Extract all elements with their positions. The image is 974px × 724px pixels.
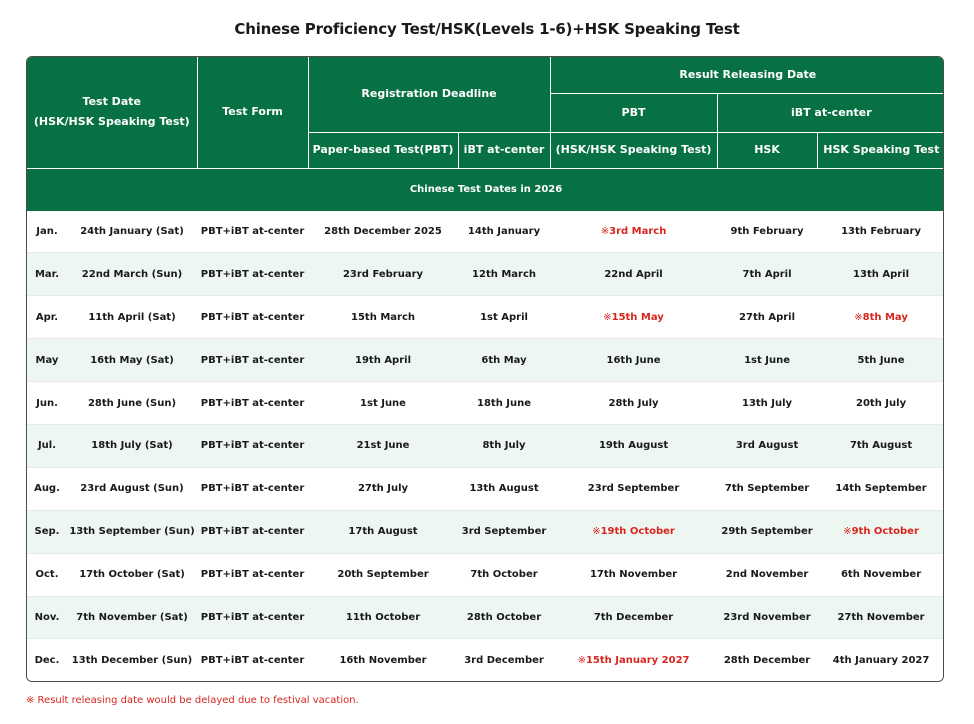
cell-speaking-result-text: 13th February [841,225,921,237]
cell-hsk-result [717,296,817,339]
cell-ibt-deadline [458,467,550,510]
cell-pbt-deadline [308,510,458,553]
header-ibt-at-center: iBT at-center [717,93,944,132]
cell-hsk-result [717,424,817,467]
cell-test-date [67,596,197,639]
cell-month [27,253,67,296]
cell-test-date-text: 17th October (Sat) [79,569,185,581]
cell-pbt-result-text: 16th June [606,354,661,366]
cell-pbt-result-text: 28th July [608,397,659,409]
cell-pbt-result [550,553,717,596]
cell-test-form [197,553,308,596]
cell-hsk-result-text: 28th December [723,654,811,666]
cell-pbt-result [550,253,717,296]
cell-month [27,596,67,639]
cell-ibt-deadline-text: 12th March [472,268,537,280]
cell-pbt-deadline [308,253,458,296]
cell-test-form-text: PBT+iBT at-center [200,440,305,452]
cell-test-date-text: 28th June (Sun) [87,397,177,409]
cell-test-form-text: PBT+iBT at-center [200,611,305,623]
cell-hsk-result [717,253,817,296]
delay-mark: ※ [854,311,863,323]
cell-test-form-text: PBT+iBT at-center [200,311,305,323]
table-row [27,211,944,253]
cell-test-form-text: PBT+iBT at-center [200,268,305,280]
cell-test-form-text: PBT+iBT at-center [200,225,305,237]
cell-speaking-result-text: 9th October [851,526,919,538]
cell-speaking-result [817,510,944,553]
header-hsk: HSK [717,132,817,168]
cell-test-date [67,639,197,681]
cell-test-form [197,639,308,681]
cell-test-form [197,467,308,510]
cell-test-date-text: 16th May (Sat) [90,354,174,366]
cell-pbt-deadline [308,553,458,596]
cell-pbt-deadline [308,211,458,253]
cell-pbt-deadline-text: 27th July [357,483,409,495]
header-test-date-label: Test Date [82,95,141,109]
header-hsk-speaking: HSK Speaking Test [817,132,944,168]
table-row [27,639,944,681]
cell-test-form [197,339,308,382]
cell-hsk-result-text: 13th July [741,397,793,409]
table-row [27,424,944,467]
cell-ibt-deadline [458,296,550,339]
delay-mark: ※ [603,311,612,323]
header-test-form: Test Form [197,57,308,168]
cell-speaking-result-text: 27th November [837,611,925,623]
cell-month-text: Nov. [34,611,60,623]
header-registration-deadline: Registration Deadline [308,57,550,132]
cell-test-form-text: PBT+iBT at-center [200,569,305,581]
cell-month [27,639,67,681]
cell-month [27,553,67,596]
cell-hsk-result-text: 9th February [730,225,804,237]
cell-pbt-deadline-text: 11th October [345,611,421,623]
cell-month [27,467,67,510]
table-row [27,553,944,596]
delay-mark: ※ [600,225,610,237]
schedule-table [27,57,944,681]
cell-test-form-text: PBT+iBT at-center [200,654,305,666]
cell-test-date-text: 23rd August (Sun) [80,483,184,495]
cell-ibt-deadline [458,382,550,425]
cell-month-text: Apr. [35,311,59,323]
header-test-date [27,57,197,168]
header-result-releasing-date: Result Releasing Date [550,57,944,93]
cell-speaking-result-text: 4th January 2027 [832,654,930,666]
cell-test-date [67,382,197,425]
cell-month [27,510,67,553]
cell-hsk-result [717,596,817,639]
cell-test-date-text: 22nd March (Sun) [81,268,183,280]
cell-pbt-result [550,296,717,339]
cell-ibt-deadline-text: 3rd September [461,526,547,538]
cell-pbt-result-text: 19th October [600,526,675,538]
cell-ibt-deadline [458,510,550,553]
cell-ibt-deadline-text: 3rd December [464,654,544,666]
cell-hsk-result-text: 7th April [742,268,792,280]
cell-pbt-result [550,424,717,467]
cell-hsk-result-text: 29th September [721,526,813,538]
cell-test-date-text: 24th January (Sat) [80,225,184,237]
cell-pbt-deadline-text: 15th March [351,311,415,323]
cell-test-form-text: PBT+iBT at-center [200,397,305,409]
cell-ibt-deadline-text: 28th October [466,611,542,623]
cell-speaking-result-text: 5th June [857,354,905,366]
cell-speaking-result [817,296,944,339]
table-row [27,253,944,296]
cell-pbt-deadline-text: 17th August [348,526,418,538]
cell-pbt-result-text: 15th January 2027 [585,654,690,666]
cell-ibt-deadline-text: 14th January [467,225,541,237]
table-header [27,57,944,211]
cell-ibt-deadline-text: 6th May [481,354,527,366]
cell-test-date [67,211,197,253]
cell-pbt-deadline-text: 16th November [339,654,427,666]
header-test-date-sub: (HSK/HSK Speaking Test) [33,115,190,129]
cell-pbt-result-text: 3rd March [609,225,667,237]
delay-mark: ※ [577,654,586,666]
cell-month-text: Jul. [37,440,57,452]
cell-test-date-text: 11th April (Sat) [88,311,176,323]
table-row [27,339,944,382]
table-row [27,296,944,339]
cell-hsk-result-text: 7th September [724,483,810,495]
cell-pbt-result [550,211,717,253]
cell-speaking-result [817,382,944,425]
cell-test-date-text: 13th September (Sun) [69,526,195,538]
cell-pbt-result [550,339,717,382]
cell-pbt-result [550,382,717,425]
cell-speaking-result [817,553,944,596]
cell-pbt-result-text: 23rd September [587,483,680,495]
cell-pbt-deadline [308,467,458,510]
cell-ibt-deadline [458,253,550,296]
cell-test-date [67,553,197,596]
cell-month [27,382,67,425]
cell-pbt-result [550,467,717,510]
cell-speaking-result [817,596,944,639]
cell-pbt-result-text: 19th August [598,440,669,452]
cell-ibt-deadline [458,639,550,681]
cell-pbt-deadline-text: 1st June [360,397,406,409]
footnote: ※ Result releasing date would be delayed due to festival vacation. [26,695,359,706]
cell-hsk-result-text: 23rd November [723,611,811,623]
cell-month-text: Jun. [36,397,58,409]
cell-pbt-deadline-text: 19th April [355,354,411,366]
cell-month-text: Mar. [34,268,59,280]
cell-test-form [197,424,308,467]
cell-month [27,424,67,467]
table-row [27,467,944,510]
cell-month-text: May [35,354,59,366]
cell-test-form [197,296,308,339]
cell-hsk-result [717,639,817,681]
cell-speaking-result [817,253,944,296]
cell-pbt-result-text: 22nd April [604,268,663,280]
cell-ibt-deadline-text: 1st April [480,311,528,323]
cell-test-form-text: PBT+iBT at-center [200,354,305,366]
cell-ibt-deadline [458,339,550,382]
cell-hsk-result [717,553,817,596]
cell-test-form [197,211,308,253]
cell-hsk-result-text: 3rd August [735,440,799,452]
header-pbt-sub: (HSK/HSK Speaking Test) [550,132,717,168]
table-row [27,510,944,553]
cell-ibt-deadline-text: 7th October [470,569,538,581]
cell-test-date [67,467,197,510]
cell-ibt-deadline-text: 13th August [469,483,539,495]
cell-speaking-result [817,639,944,681]
cell-test-date-text: 18th July (Sat) [91,440,173,452]
cell-pbt-deadline [308,339,458,382]
cell-month-text: Oct. [35,569,59,581]
cell-test-date-text: 13th December (Sun) [71,654,193,666]
cell-pbt-result [550,510,717,553]
delay-mark: ※ [843,526,852,538]
cell-hsk-result-text: 2nd November [725,569,809,581]
cell-speaking-result-text: 13th April [853,268,910,280]
cell-test-form [197,510,308,553]
cell-test-date [67,510,197,553]
header-reg-ibt: iBT at-center [458,132,550,168]
cell-test-form [197,382,308,425]
cell-speaking-result [817,424,944,467]
table-row [27,596,944,639]
cell-pbt-result [550,596,717,639]
cell-month-text: Jan. [36,225,58,237]
cell-ibt-deadline [458,211,550,253]
cell-hsk-result-text: 1st June [744,354,790,366]
cell-ibt-deadline [458,553,550,596]
table-body [27,211,944,682]
cell-month-text: Aug. [34,483,60,495]
cell-hsk-result [717,211,817,253]
cell-speaking-result-text: 20th July [856,397,907,409]
cell-pbt-deadline-text: 21st June [356,440,410,452]
cell-speaking-result [817,339,944,382]
cell-hsk-result [717,510,817,553]
cell-ibt-deadline-text: 8th July [482,440,526,452]
cell-test-form-text: PBT+iBT at-center [200,526,305,538]
cell-test-form [197,596,308,639]
cell-test-date [67,253,197,296]
cell-pbt-deadline-text: 23rd February [342,268,424,280]
cell-month [27,296,67,339]
cell-pbt-result-text: 7th December [593,611,674,623]
cell-month-text: Dec. [34,654,60,666]
cell-pbt-deadline [308,296,458,339]
cell-test-date [67,424,197,467]
cell-pbt-result [550,639,717,681]
cell-test-date [67,339,197,382]
cell-speaking-result-text: 14th September [835,483,927,495]
cell-test-date [67,296,197,339]
cell-speaking-result-text: 8th May [862,311,908,323]
cell-pbt-result-text: 15th May [611,311,664,323]
cell-speaking-result-text: 6th November [840,569,922,581]
cell-pbt-deadline [308,639,458,681]
cell-speaking-result-text: 7th August [849,440,913,452]
schedule-table-frame [26,56,944,682]
cell-hsk-result [717,467,817,510]
cell-month-text: Sep. [34,526,60,538]
cell-pbt-deadline [308,424,458,467]
cell-month [27,211,67,253]
cell-test-date-text: 7th November (Sat) [76,611,188,623]
cell-pbt-deadline [308,596,458,639]
delay-mark: ※ [592,526,601,538]
section-band: Chinese Test Dates in 2026 [27,168,944,211]
cell-ibt-deadline [458,596,550,639]
cell-ibt-deadline [458,424,550,467]
cell-month [27,339,67,382]
cell-hsk-result [717,382,817,425]
cell-speaking-result [817,211,944,253]
cell-pbt-result-text: 17th November [589,569,678,581]
cell-ibt-deadline-text: 18th June [477,397,532,409]
cell-speaking-result [817,467,944,510]
header-paper-based: Paper-based Test(PBT) [308,132,458,168]
cell-test-form-text: PBT+iBT at-center [200,483,305,495]
table-row [27,382,944,425]
cell-pbt-deadline-text: 28th December 2025 [324,225,442,237]
cell-hsk-result-text: 27th April [739,311,796,323]
cell-hsk-result [717,339,817,382]
page-title: Chinese Proficiency Test/HSK(Levels 1-6)+HSK Speaking Test [234,20,740,38]
cell-pbt-deadline [308,382,458,425]
cell-test-form [197,253,308,296]
header-pbt: PBT [550,93,717,132]
cell-pbt-deadline-text: 20th September [337,569,429,581]
